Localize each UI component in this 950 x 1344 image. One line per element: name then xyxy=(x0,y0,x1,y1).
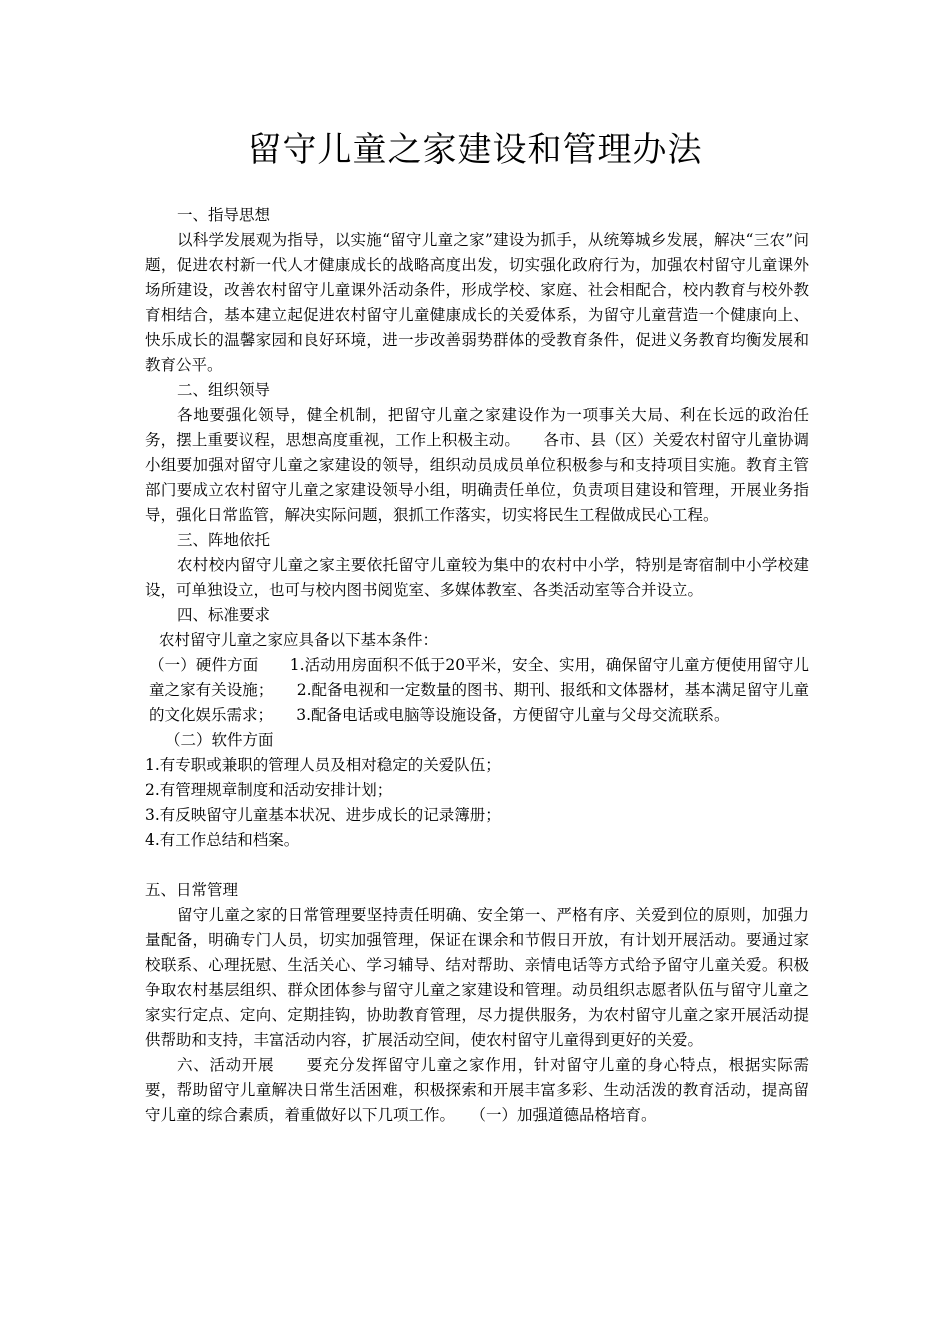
paragraph-hardware: （一）硬件方面 1.活动用房面积不低于20平米，安全、实用，确保留守儿童方便使用留守儿童之家有关设施； 2.配备电视和一定数量的图书、期刊、报纸和文体器材，基本满足留守儿童的文化娱乐需求； 3.配备电话或电脑等设施设备，方便留守儿童与父母交流联系。 xyxy=(149,656,809,724)
paragraph-daily-management: 留守儿童之家的日常管理要坚持责任明确、安全第一、严格有序、关爱到位的原则，加强力量配备，明确专门人员，切实加强管理，保证在课余和节假日开放，有计划开展活动。要通过家校联系、心理抚慰、生活关心、学习辅导、结对帮助、亲情电话等方式给予留守儿童关爱。积极争取农村基层组织、群众团体参与留守儿童之家建设和管理。动员组织志愿者队伍与留守儿童之家实行定点、定向、定期挂钩，协助教育管理，尽力提供服务，为农村留守儿童之家开展活动提供帮助和支持，丰富活动内容，扩展活动空间，使农村留守儿童得到更好的关爱。 xyxy=(145,906,809,1049)
paragraph-leadership: 各地要强化领导，健全机制，把留守儿童之家建设作为一项事关大局、利在长远的政治任务，摆上重要议程，思想高度重视，工作上积极主动。 各市、县（区）关爱农村留守儿童协调小组要加强对留守儿童之家建设的领导，组织动员成员单位积极参与和支持项目实施。教育主管部门要成立农村留守儿童之家建设领导小组，明确责任单位，负责项目建设和管理，开展业务指导，强化日常监管，解决实际问题，狠抓工作落实，切实将民生工程做成民心工程。 xyxy=(145,406,809,524)
list-item: 2.有管理规章制度和活动安排计划； xyxy=(145,781,393,799)
section-heading-daily-management: 五、日常管理 xyxy=(145,881,239,899)
list-item: 4.有工作总结和档案。 xyxy=(145,831,300,849)
document-body xyxy=(145,203,809,1128)
paragraph-standards-intro: 农村留守儿童之家应具备以下基本条件： xyxy=(159,631,439,649)
paragraph-base: 农村校内留守儿童之家主要依托留守儿童较为集中的农村中小学，特别是寄宿制中小学校建设，可单独设立，也可与校内图书阅览室、多媒体教室、各类活动室等合并设立。 xyxy=(145,556,809,599)
list-item: 3.有反映留守儿童基本状况、进步成长的记录簿册； xyxy=(145,806,501,824)
document-title: 留守儿童之家建设和管理办法 xyxy=(247,130,703,170)
subheading-software: （二）软件方面 xyxy=(165,731,274,749)
paragraph-guiding-ideology: 以科学发展观为指导，以实施“留守儿童之家”建设为抓手，从统筹城乡发展，解决“三农”问题，促进农村新一代人才健康成长的战略高度出发，切实强化政府行为，加强农村留守儿童课外场所建设，改善农村留守儿童课外活动条件，形成学校、家庭、社会相配合，校内教育与校外教育相结合，基本建立起促进农村留守儿童健康成长的关爱体系，为留守儿童营造一个健康向上、快乐成长的温馨家园和良好环境，进一步改善弱势群体的受教育条件，促进义务教育均衡发展和教育公平。 xyxy=(145,231,809,374)
section-heading-guiding-ideology: 一、指导思想 xyxy=(177,206,271,224)
section-heading-base: 三、阵地依托 xyxy=(177,531,271,549)
section-heading-leadership: 二、组织领导 xyxy=(177,381,271,399)
blank-line xyxy=(145,853,809,878)
list-item: 1.有专职或兼职的管理人员及相对稳定的关爱队伍； xyxy=(145,756,501,774)
paragraph-activities: 六、活动开展 要充分发挥留守儿童之家作用，针对留守儿童的身心特点，根据实际需要，帮助留守儿童解决日常生活困难，积极探索和开展丰富多彩、生动活泼的教育活动，提高留守儿童的综合素质，着重做好以下几项工作。 （一）加强道德品格培育。 xyxy=(145,1056,809,1124)
section-heading-standards: 四、标准要求 xyxy=(177,606,271,624)
